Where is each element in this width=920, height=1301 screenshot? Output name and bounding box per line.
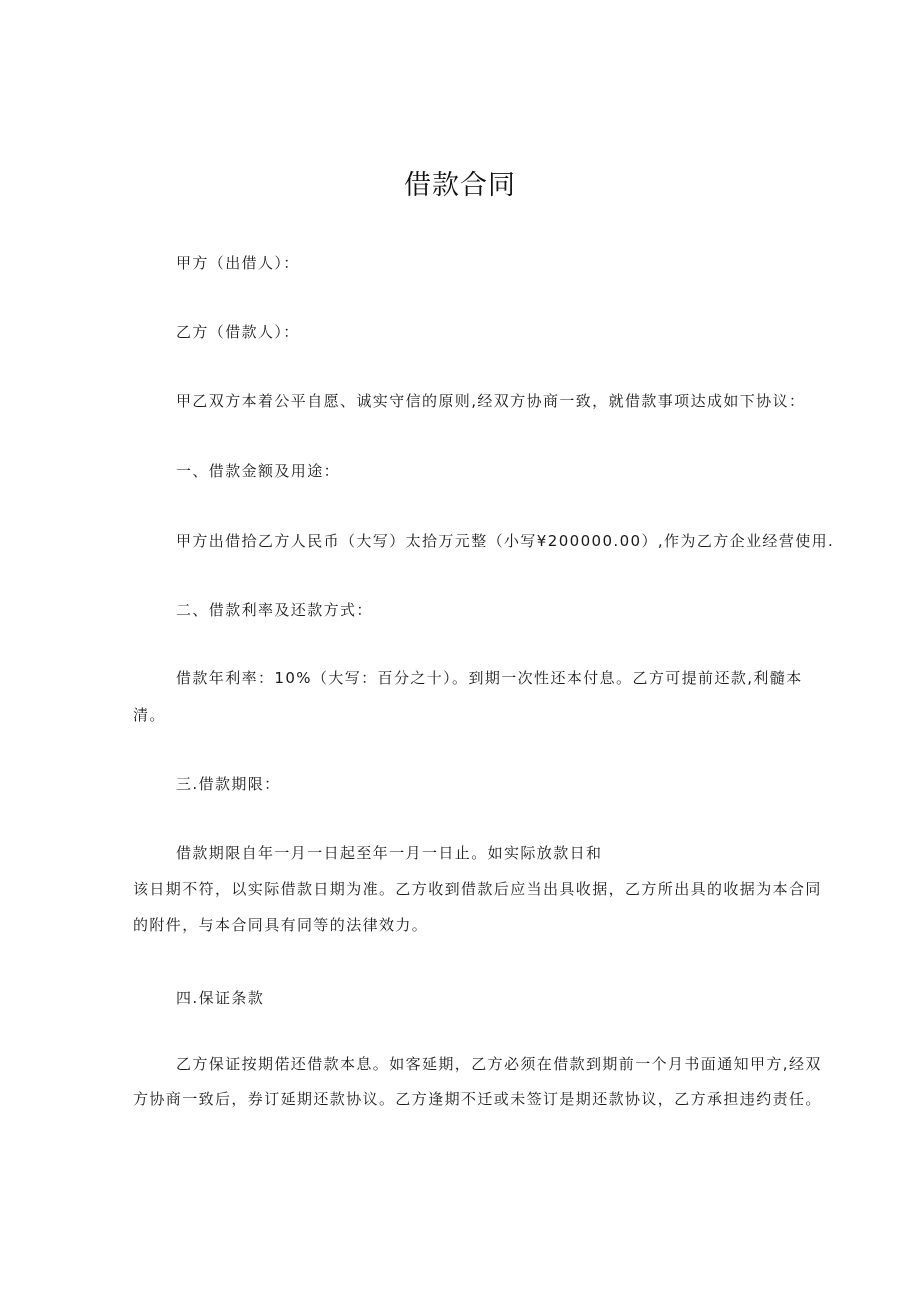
section-4-body-line-1: 乙方保证按期偌还借款本息。如客延期，乙方必须在借款到期前一个月书面通知甲方,经双 <box>176 1055 822 1073</box>
section-2-heading: 二、借款利率及还款方式： <box>176 601 373 619</box>
document-title: 借款合同 <box>404 170 516 201</box>
preamble-text: 甲乙双方本着公平自愿、诚实守信的原则,经双方协商一致，就借款事项达成如下协议： <box>176 392 806 410</box>
section-3-body-line-2: 该日期不符，以实际借款日期为准。乙方收到借款后应当出具收据，乙方所出具的收据为本合同 <box>133 880 822 898</box>
section-4-heading: 四.保证条款 <box>176 989 265 1007</box>
section-4-body-line-2: 方协商一致后，券订延期还款协议。乙方逢期不迁或未签订是期还款协议，乙方承担违约责任。 <box>133 1090 822 1108</box>
section-3-body-line-1: 借款期限自年一月一日起至年一月一日止。如实际放款日和 <box>176 844 603 862</box>
section-1-body: 甲方出借拾乙方人民币（大写）太拾万元整（小写¥200000.00）,作为乙方企业经营使用. <box>176 532 835 550</box>
party-a-label: 甲方（出借人）： <box>176 254 300 272</box>
section-2-body-line-1: 借款年利率：10%（大写：百分之十）。到期一次性还本付息。乙方可提前还款,利髓本 <box>176 669 803 687</box>
section-2-body-line-2: 清。 <box>133 706 166 724</box>
section-3-heading: 三.借款期限： <box>176 775 281 793</box>
section-3-body-line-3: 的附件，与本合同具有同等的法律效力。 <box>133 916 429 934</box>
party-b-label: 乙方（借款人）： <box>176 323 300 341</box>
section-1-heading: 一、借款金额及用途： <box>176 462 341 480</box>
